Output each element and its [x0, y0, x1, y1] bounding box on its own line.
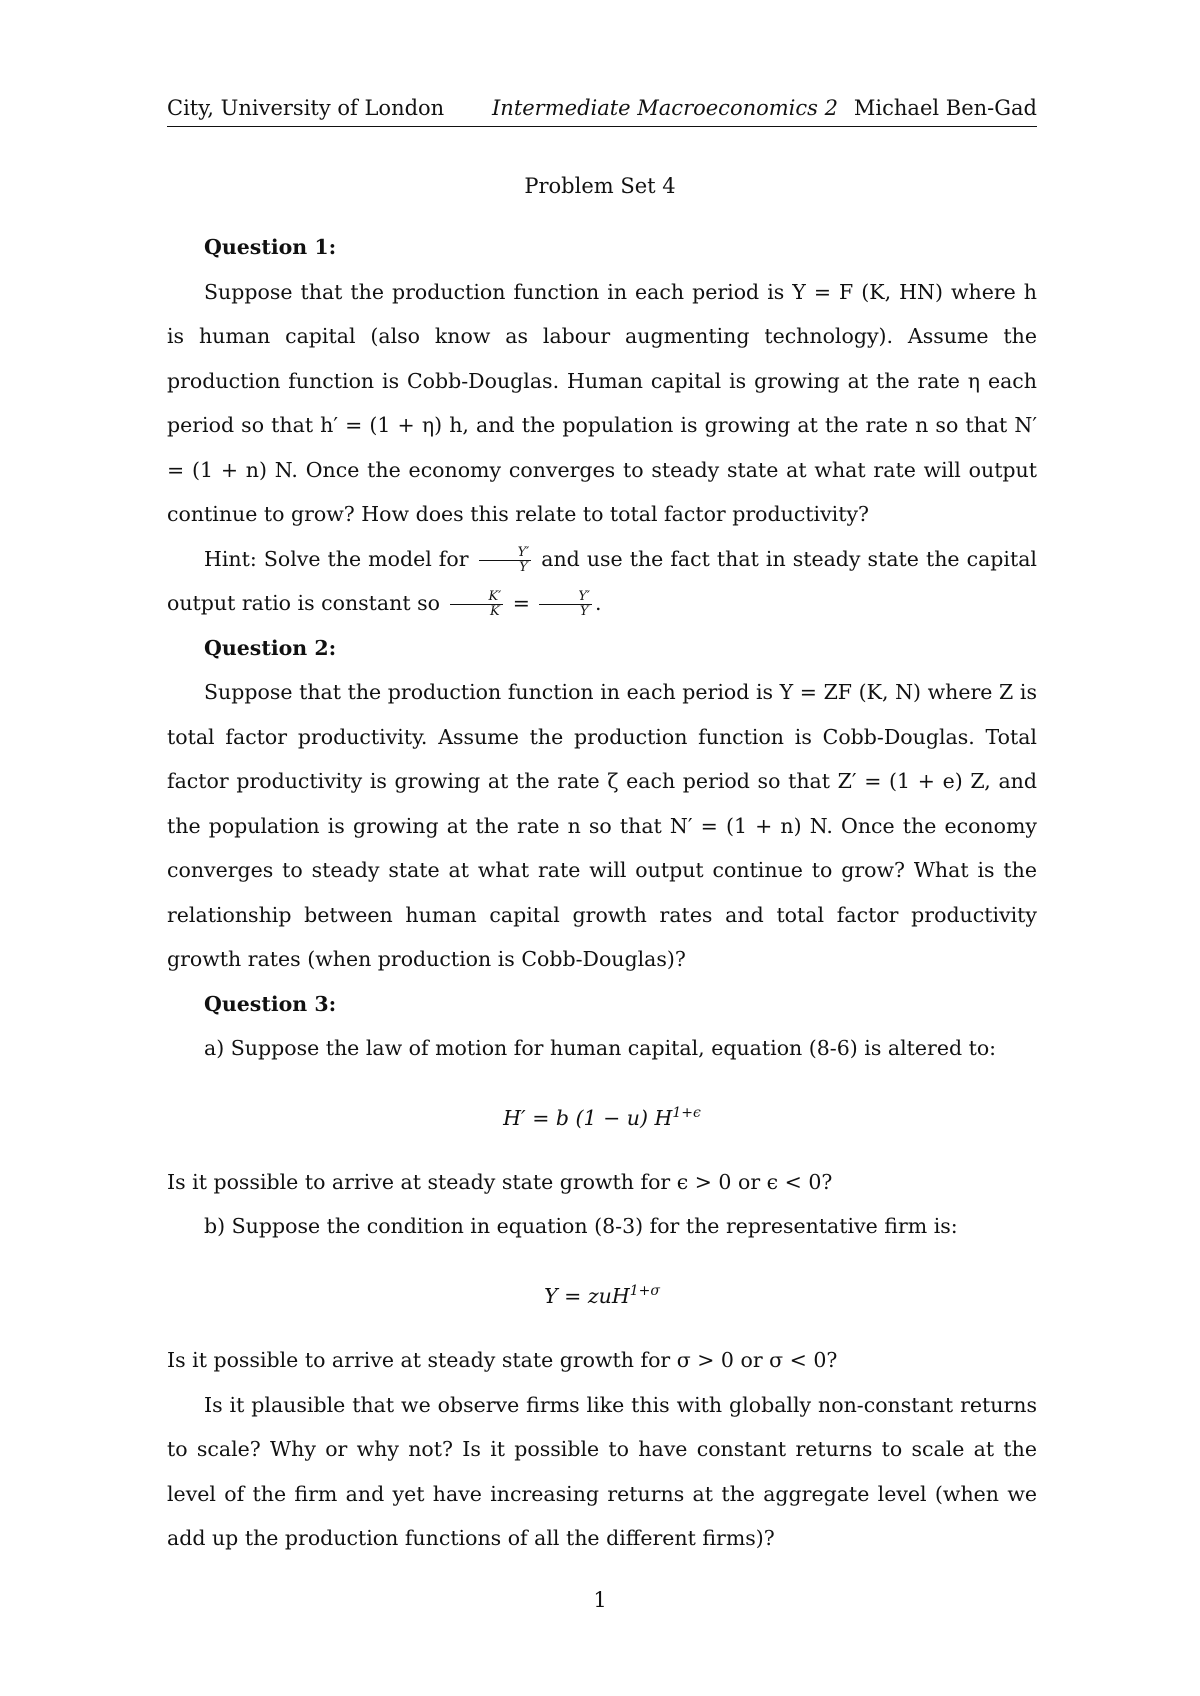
- fraction-y-ratio: [479, 546, 532, 575]
- question-3-heading: Question 3:: [204, 991, 337, 1016]
- hint-text-b: and use the fact that in steady state the capital output ratio is constant so: [167, 546, 1037, 615]
- page-number: 1: [593, 1588, 607, 1612]
- header-course: Intermediate Macroeconomics 2: [492, 96, 838, 120]
- hint-period: .: [594, 591, 602, 615]
- question-3-part-b-question: Is it possible to arrive at steady state growth for σ > 0 or σ < 0?: [167, 1348, 838, 1373]
- equation-a-body: H′ = b (1 − u) H: [503, 1105, 673, 1130]
- fraction-denominator: Y: [579, 604, 589, 619]
- fraction-numerator: Y′: [539, 590, 592, 605]
- question-1-hint: [167, 537, 1037, 626]
- question-1-text: Suppose that the production function in each period is Y = F (K, HN) where h is human capital (also know as labour augmenting technology). Assume the production function is Cobb-Douglas. Human capital is growing at the rate η each period so that h′ = (1 + η) h, and the population is growing at the rate n so that N′ = (1 + n) N. Once the economy converges to steady state at what rate will output continue to grow? How does this relate to total factor productivity?: [167, 279, 1037, 526]
- fraction-numerator: Y′: [479, 546, 532, 561]
- hint-text-a: Hint: Solve the model for: [204, 546, 469, 571]
- question-3-discussion: Is it plausible that we observe firms like this with globally non-constant returns to scale? Why or why not? Is it possible to have constant returns to scale at the level of the firm and yet have increasing returns at the aggregate level (when we add up the production functions of all the different firms)?: [167, 1392, 1037, 1551]
- equation-b-body: Y = zuH: [544, 1283, 630, 1308]
- header-institution: City, University of London: [167, 96, 445, 120]
- page-title: Problem Set 4: [524, 174, 676, 198]
- equation-b: [167, 1269, 1037, 1318]
- fraction-y-ratio-2: [539, 590, 592, 619]
- fraction-denominator: Y: [519, 559, 528, 575]
- question-2-text: Suppose that the production function in each period is Y = ZF (K, N) where Z is total factor productivity. Assume the production function is Cobb-Douglas. Total factor productivity is growing at the rate ζ each period so that Z′ = (1 + e) Z, and the population is growing at the rate n so that N′ = (1 + n) N. Once the economy converges to steady state at what rate will output continue to grow? What is the relationship between human capital growth rates and total factor productivity growth rates (when production is Cobb-Douglas)?: [167, 680, 1037, 971]
- question-3-part-a: a) Suppose the law of motion for human capital, equation (8-6) is altered to:: [204, 1036, 997, 1060]
- question-2-heading: Question 2:: [204, 635, 337, 660]
- question-3-part-b: b) Suppose the condition in equation (8-3) for the representative firm is:: [204, 1214, 958, 1239]
- document-body: [167, 225, 1037, 1561]
- fraction-k-ratio: [450, 590, 504, 619]
- fraction-denominator: K: [489, 604, 500, 619]
- hint-equals: =: [512, 591, 530, 615]
- equation-a-exponent: 1+ϵ: [672, 1104, 701, 1121]
- question-1-heading: Question 1:: [204, 235, 337, 259]
- question-3-part-a-question: Is it possible to arrive at steady state growth for ϵ > 0 or ϵ < 0?: [167, 1169, 833, 1194]
- fraction-numerator: K′: [450, 590, 504, 605]
- page-header: [167, 96, 1037, 127]
- equation-b-exponent: 1+σ: [629, 1282, 660, 1299]
- header-author: Michael Ben-Gad: [853, 96, 1037, 120]
- equation-a: [167, 1091, 1037, 1140]
